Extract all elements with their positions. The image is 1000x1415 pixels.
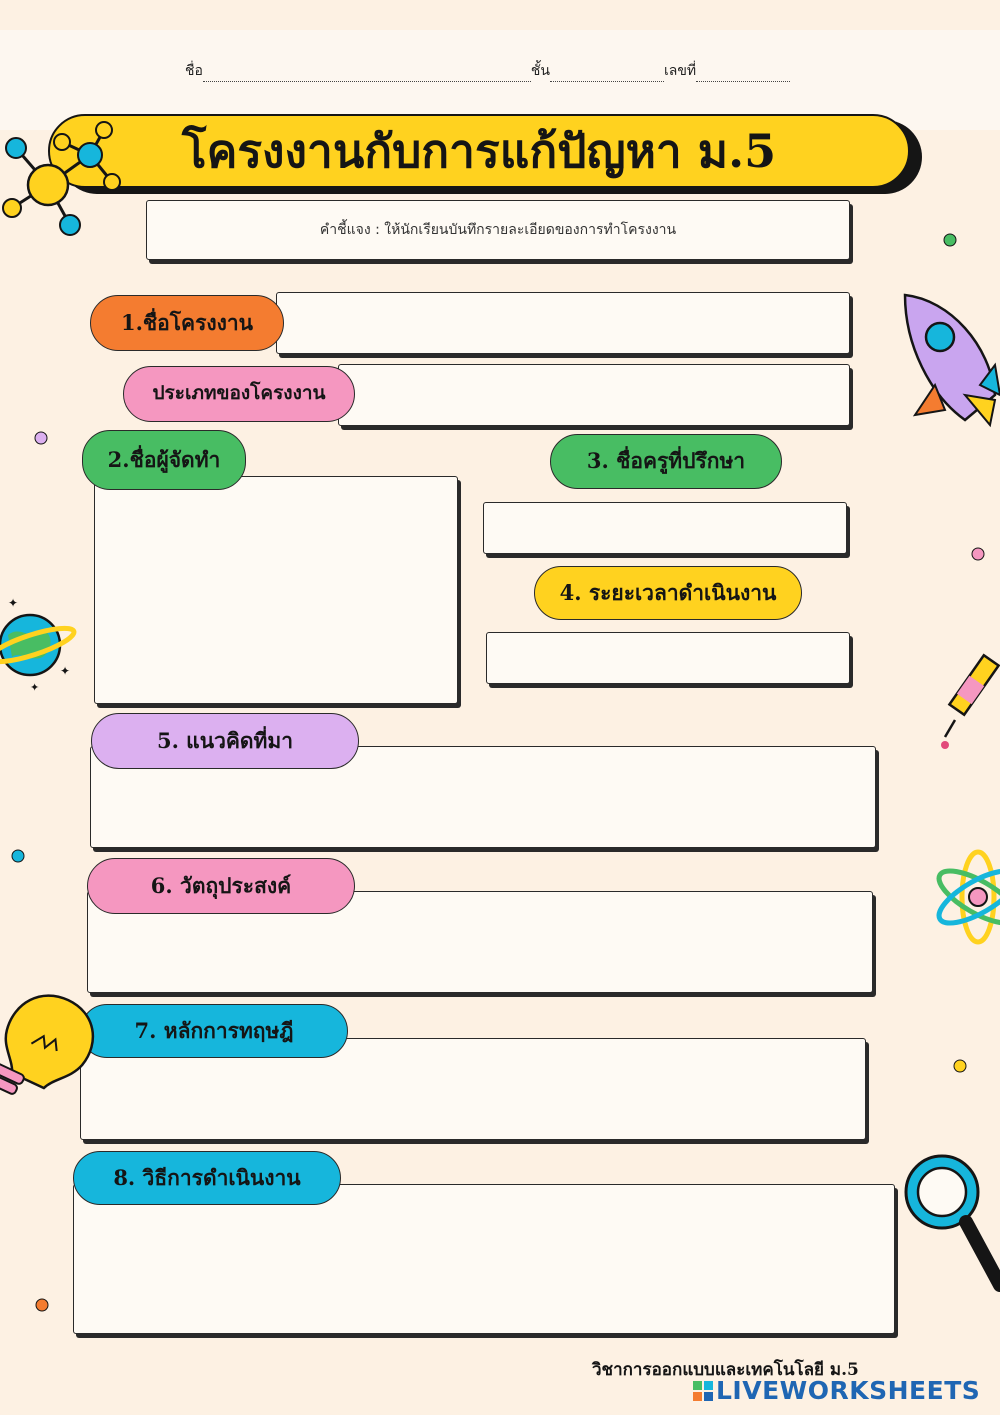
name-field[interactable] [203, 67, 531, 82]
advisor-label: 3. ชื่อครูที่ปรึกษา [550, 434, 782, 489]
dot-decoration [942, 232, 958, 248]
planet-icon [0, 595, 80, 695]
page-title: โครงงานกับการแก้ปัญหา ม.5 [181, 124, 777, 178]
instruction-text: คำชี้แจง : ให้นักเรียนบันทึกรายละเอียดของการทำโครงงาน [319, 222, 677, 238]
class-field[interactable] [550, 67, 664, 82]
number-label: เลขที่ [664, 63, 697, 79]
project-name-field[interactable] [276, 292, 850, 354]
dot-decoration [33, 430, 49, 446]
atom-icon [930, 845, 1000, 950]
objectives-label: 6. วัตถุประสงค์ [87, 858, 355, 914]
dot-decoration [10, 848, 26, 864]
student-info-line [185, 60, 790, 82]
class-label: ชั้น [530, 63, 550, 79]
svg-text:✦: ✦ [8, 596, 19, 610]
theory-label: 7. หลักการทฤษฎี [80, 1004, 348, 1058]
duration-label: 4. ระยะเวลาดำเนินงาน [534, 566, 802, 620]
title-bar [48, 114, 910, 188]
magnifier-icon [900, 1150, 1000, 1300]
advisor-field[interactable] [483, 502, 847, 554]
instruction-box [146, 200, 850, 260]
duration-field[interactable] [486, 632, 850, 684]
molecule-icon [0, 110, 130, 240]
author-field[interactable] [94, 476, 458, 704]
rocket-icon [895, 285, 1000, 440]
lightbulb-icon [0, 990, 95, 1120]
liveworksheets-icon [693, 1381, 713, 1401]
subject-footer: วิชาการออกแบบและเทคโนโลยี ม.5 [592, 1360, 859, 1380]
author-label: 2.ชื่อผู้จัดทำ [82, 430, 246, 490]
project-name-label: 1.ชื่อโครงงาน [90, 295, 284, 351]
project-type-label: ประเภทของโครงงาน [123, 366, 355, 422]
method-field[interactable] [73, 1184, 895, 1334]
svg-text:✦: ✦ [60, 664, 71, 678]
dot-decoration [34, 1297, 50, 1313]
method-label: 8. วิธีการดำเนินงาน [73, 1151, 341, 1205]
dot-decoration [970, 546, 986, 562]
svg-text:✦: ✦ [30, 681, 40, 694]
dot-decoration [952, 1058, 968, 1074]
syringe-icon [935, 645, 1000, 755]
brand-text: LIVEWORKSHEETS [716, 1376, 981, 1405]
background-label: 5. แนวคิดที่มา [91, 713, 359, 769]
liveworksheets-logo[interactable] [693, 1376, 980, 1405]
number-field[interactable] [696, 67, 790, 82]
name-label: ชื่อ [185, 63, 203, 79]
project-type-field[interactable] [338, 364, 850, 426]
